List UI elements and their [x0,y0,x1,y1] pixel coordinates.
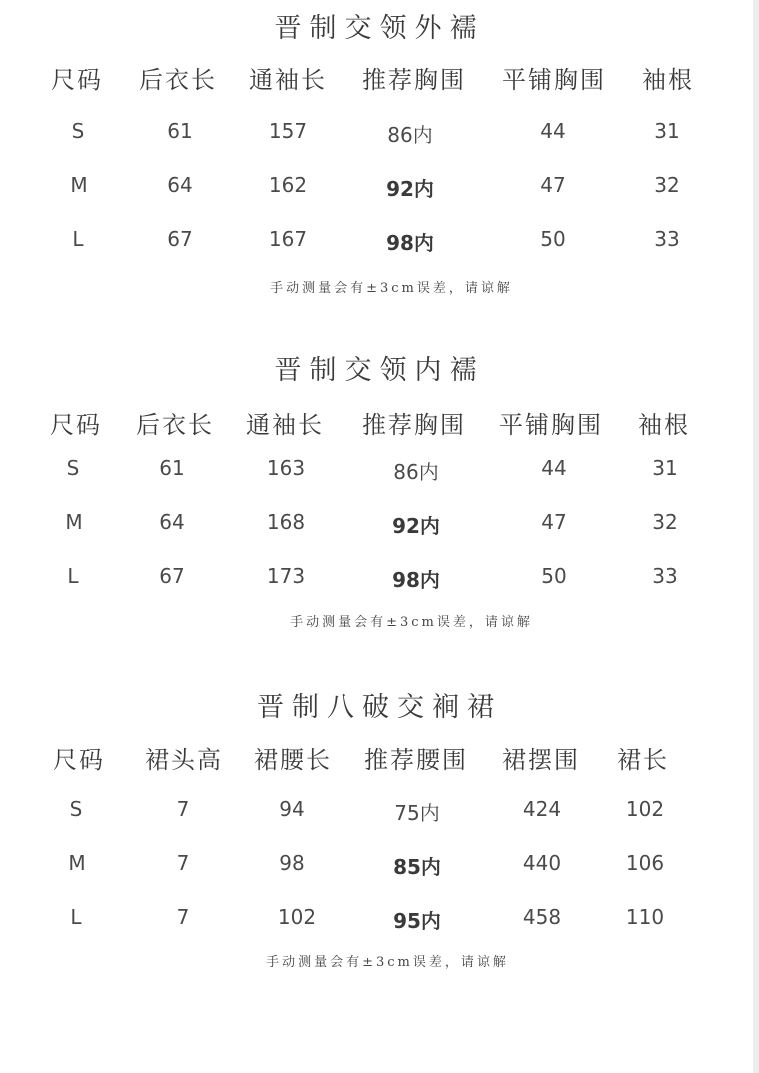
table-cell: 98内 [386,231,434,255]
table-cell: 44 [540,119,566,143]
table-cell: 67 [167,227,193,251]
table-cell: 110 [625,905,665,929]
table-cell: 173 [266,564,306,588]
table-cell: 50 [541,564,567,588]
table-cell: 102 [277,905,317,929]
table-cell: 50 [540,227,566,251]
table-cell: 102 [625,797,665,821]
table-cell: 33 [652,564,678,588]
header-recommended-chest: 推荐胸围 [362,66,466,94]
table-cell: 92内 [386,177,434,201]
table-cell: 47 [541,510,567,534]
table-cell: 64 [159,510,185,534]
table-cell: 440 [522,851,562,875]
table-cell: M [70,173,88,197]
table-cell: M [65,510,83,534]
header-size: 尺码 [53,746,105,774]
measurement-note: 手动测量会有±3cm误差，请谅解 [270,281,513,296]
header-sleeve-length: 通袖长 [246,411,324,439]
table-cell: 67 [159,564,185,588]
table-cell: 162 [268,173,308,197]
table-cell: 106 [625,851,665,875]
table-cell: 94 [279,797,305,821]
table-cell: 86内 [393,460,439,484]
table-cell: L [67,564,79,588]
table-title: 晋制八破交裥裙 [257,692,502,723]
table-cell: 31 [652,456,678,480]
header-flat-chest: 平铺胸围 [499,411,603,439]
header-waistband-height: 裙头高 [145,746,223,774]
table-cell: 33 [654,227,680,251]
table-cell: 7 [176,905,190,929]
header-skirt-length: 裙长 [617,746,669,774]
header-waist-length: 裙腰长 [254,746,332,774]
table-cell: 31 [654,119,680,143]
table-cell: L [70,905,82,929]
table-cell: 61 [159,456,185,480]
header-size: 尺码 [50,411,102,439]
table-cell: 157 [268,119,308,143]
table-cell: 95内 [393,909,441,933]
table-title: 晋制交领内襦 [274,355,485,386]
table-cell: 47 [540,173,566,197]
header-recommended-chest: 推荐胸围 [362,411,466,439]
table-cell: 7 [176,851,190,875]
header-hem-circumference: 裙摆围 [502,746,580,774]
table-cell: M [68,851,86,875]
measurement-note: 手动测量会有±3cm误差，请谅解 [290,615,533,630]
table-cell: 168 [266,510,306,534]
table-cell: 98内 [392,568,440,592]
table-cell: 32 [654,173,680,197]
table-cell: 86内 [387,123,433,147]
header-armhole: 袖根 [638,411,690,439]
table-cell: S [69,797,83,821]
table-cell: 75内 [394,801,440,825]
table-cell: S [66,456,80,480]
table-cell: 85内 [393,855,441,879]
table-cell: 98 [279,851,305,875]
table-cell: 44 [541,456,567,480]
table-cell: 458 [522,905,562,929]
table-cell: 92内 [392,514,440,538]
table-cell: L [72,227,84,251]
header-size: 尺码 [51,66,103,94]
table-cell: 64 [167,173,193,197]
table-cell: 424 [522,797,562,821]
measurement-note: 手动测量会有±3cm误差，请谅解 [266,955,509,970]
header-back-length: 后衣长 [139,66,217,94]
header-armhole: 袖根 [642,66,694,94]
header-flat-chest: 平铺胸围 [502,66,606,94]
header-back-length: 后衣长 [136,411,214,439]
table-cell: 163 [266,456,306,480]
header-sleeve-length: 通袖长 [249,66,327,94]
header-recommended-waist: 推荐腰围 [364,746,468,774]
table-cell: 32 [652,510,678,534]
table-title: 晋制交领外襦 [274,13,485,44]
table-cell: 61 [167,119,193,143]
scrollbar-track[interactable] [753,0,759,1073]
table-cell: S [71,119,85,143]
table-cell: 7 [176,797,190,821]
table-cell: 167 [268,227,308,251]
